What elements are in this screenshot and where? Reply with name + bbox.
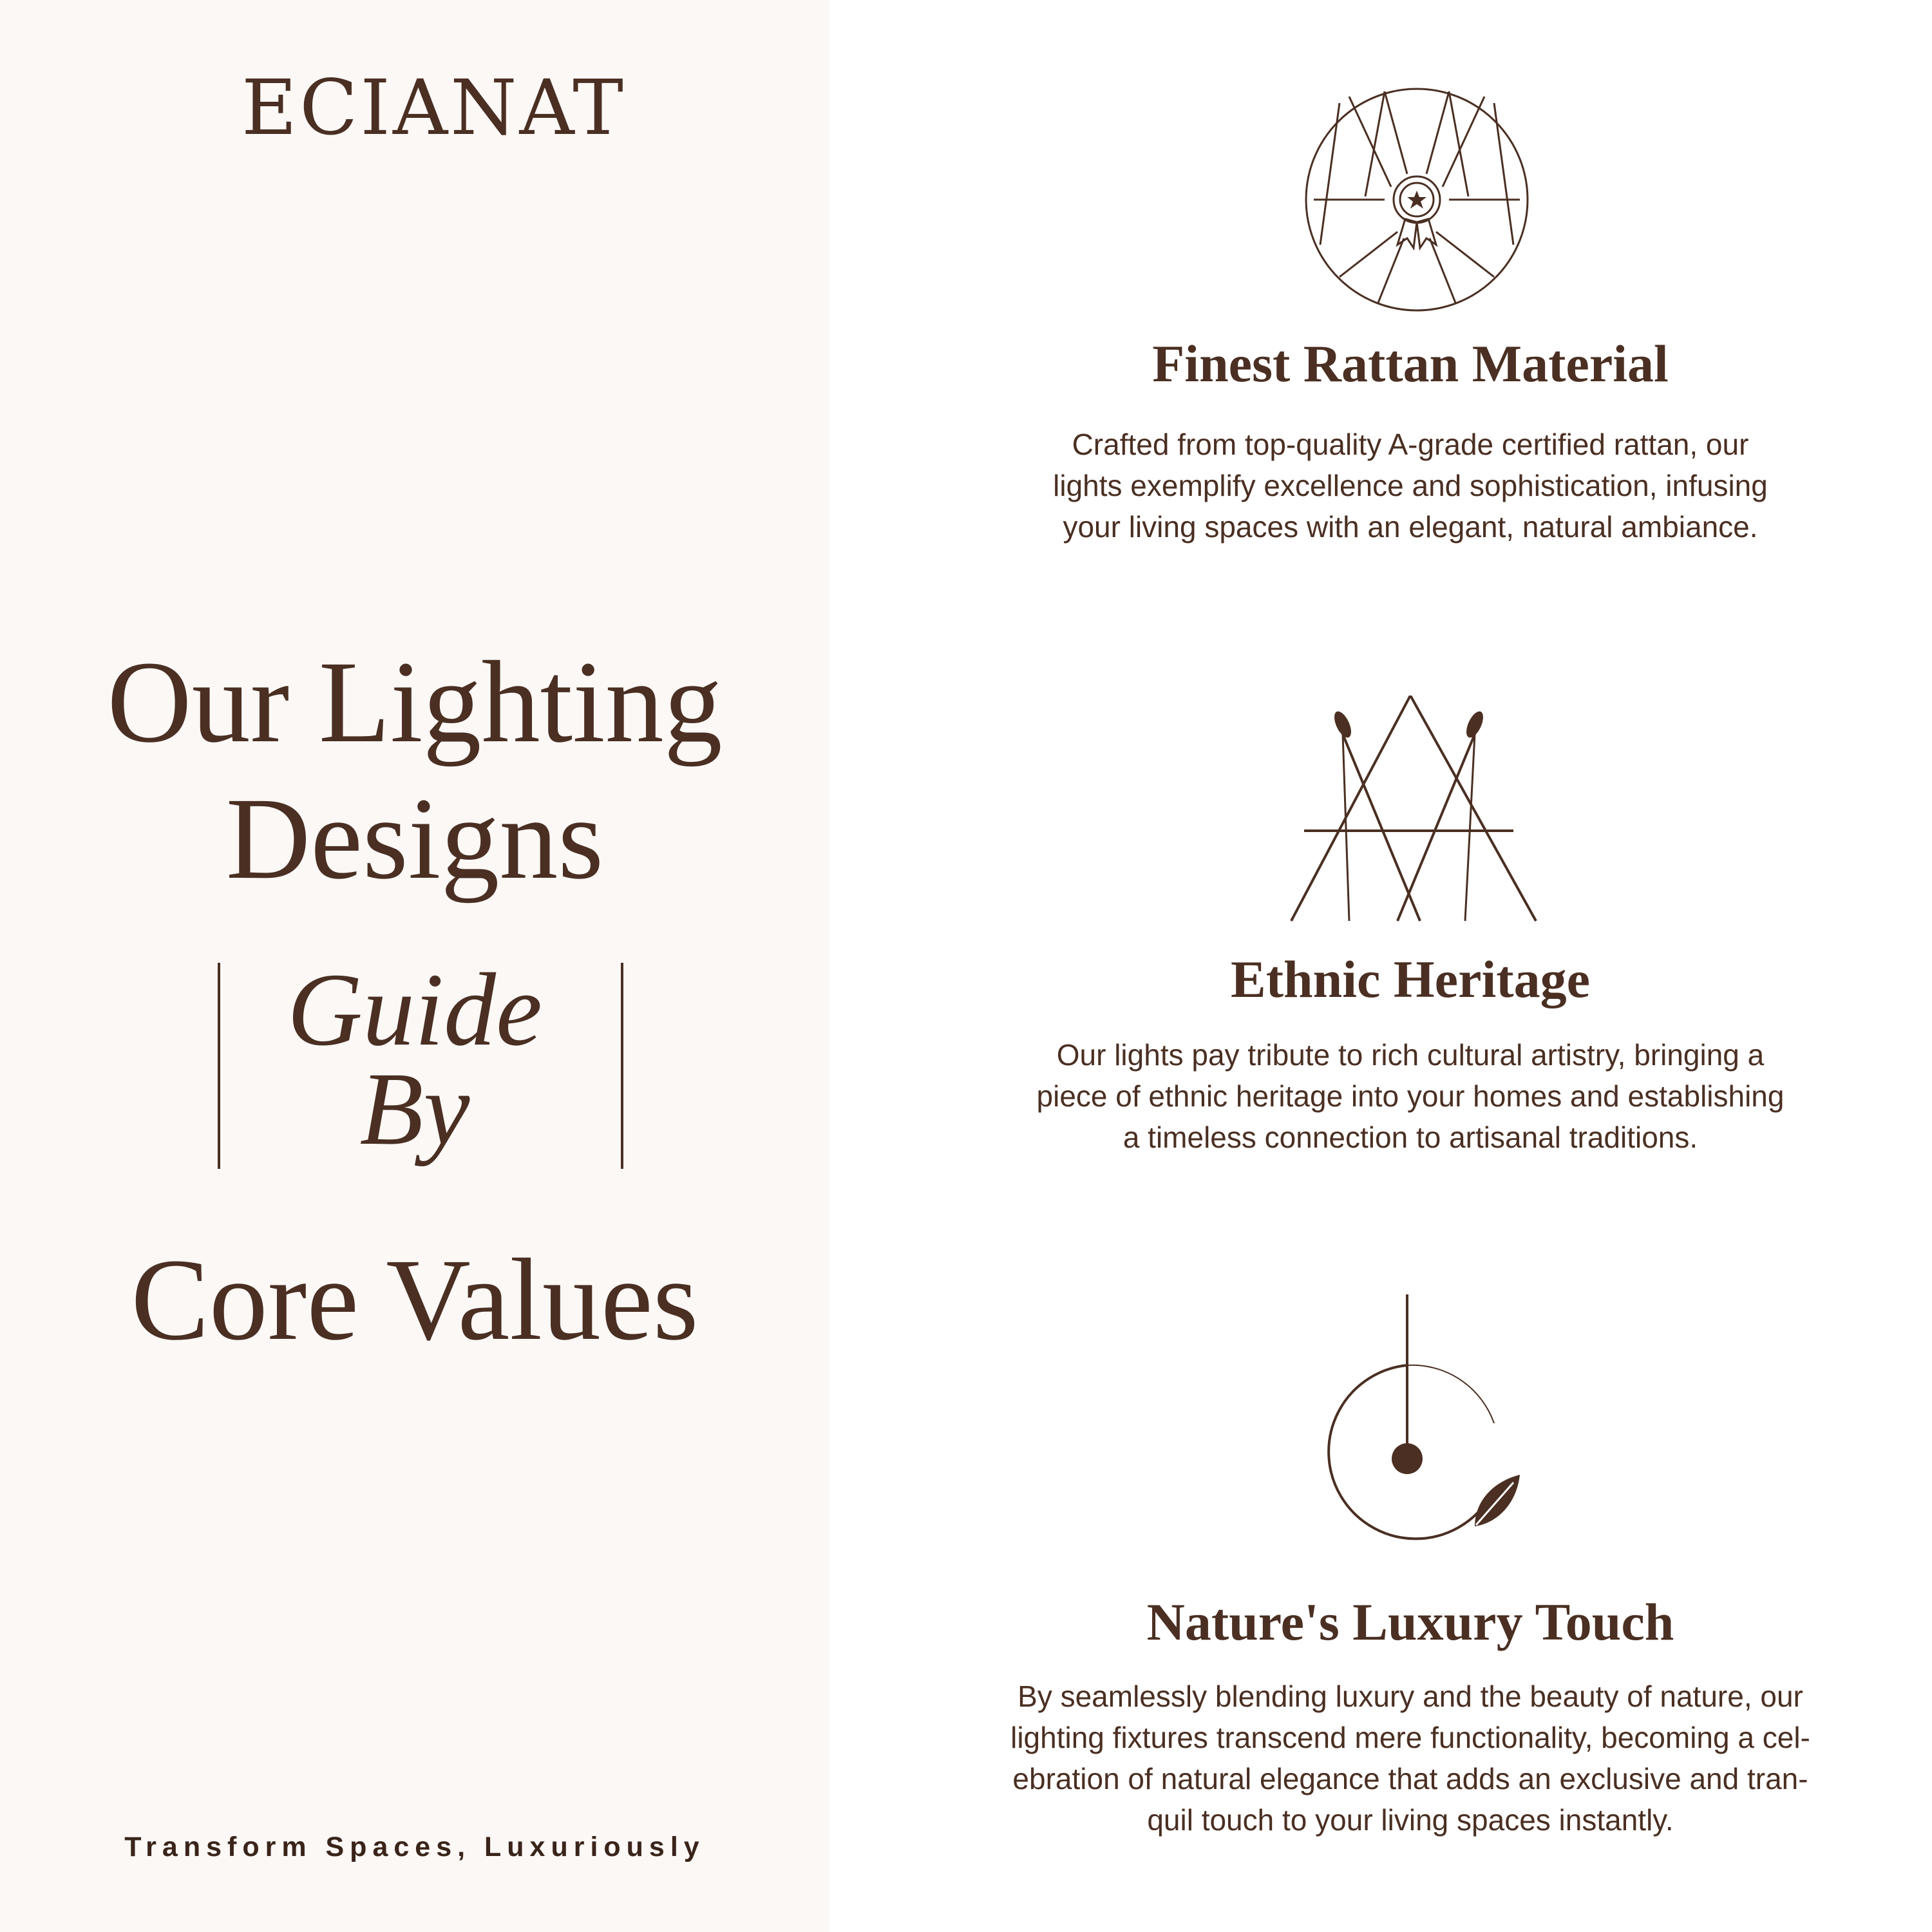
value-desc-nature: [960, 1676, 1861, 1841]
value-title-nature: Nature's Luxury Touch: [1146, 1593, 1674, 1651]
brand-logo: ECIANAT: [242, 63, 626, 152]
desc-line: Crafted from top-quality A-grade certified rattan, our: [1072, 428, 1749, 461]
ethnic-pattern-icon: [1278, 696, 1549, 927]
headline-line-2: Designs: [225, 774, 604, 904]
value-title-rattan: Finest Rattan Material: [1152, 334, 1669, 393]
desc-line: quil touch to your living spaces instantly.: [1147, 1803, 1674, 1837]
value-title-heritage: Ethnic Heritage: [1231, 950, 1590, 1009]
headline-line-3: Core Values: [131, 1235, 699, 1365]
pendant-leaf-icon: [1301, 1294, 1533, 1552]
desc-line: Our lights pay tribute to rich cultural artistry, bringing a: [1056, 1038, 1765, 1072]
desc-line: lights exemplify excellence and sophistication, infusing: [1053, 469, 1768, 502]
value-desc-heritage: [960, 1034, 1861, 1158]
tagline: Transform Spaces, Luxuriously: [124, 1832, 705, 1862]
left-panel: [0, 0, 829, 1932]
headline-line-1: Our Lighting: [107, 638, 723, 767]
by-text: By: [359, 1052, 470, 1167]
desc-line: lighting fixtures transcend mere functionality, becoming a cel-: [1010, 1721, 1810, 1754]
certified-badge-icon: [1301, 84, 1533, 316]
desc-line: ebration of natural elegance that adds an exclusive and tran-: [1012, 1762, 1808, 1795]
value-desc-rattan: [960, 424, 1861, 547]
desc-line: your living spaces with an elegant, natural ambiance.: [1063, 510, 1758, 544]
desc-line: piece of ethnic heritage into your homes and establishing: [1036, 1079, 1785, 1113]
guide-text: Guide: [287, 952, 542, 1068]
desc-line: By seamlessly blending luxury and the beauty of nature, our: [1018, 1680, 1803, 1713]
desc-line: a timeless connection to artisanal traditions.: [1122, 1121, 1698, 1154]
